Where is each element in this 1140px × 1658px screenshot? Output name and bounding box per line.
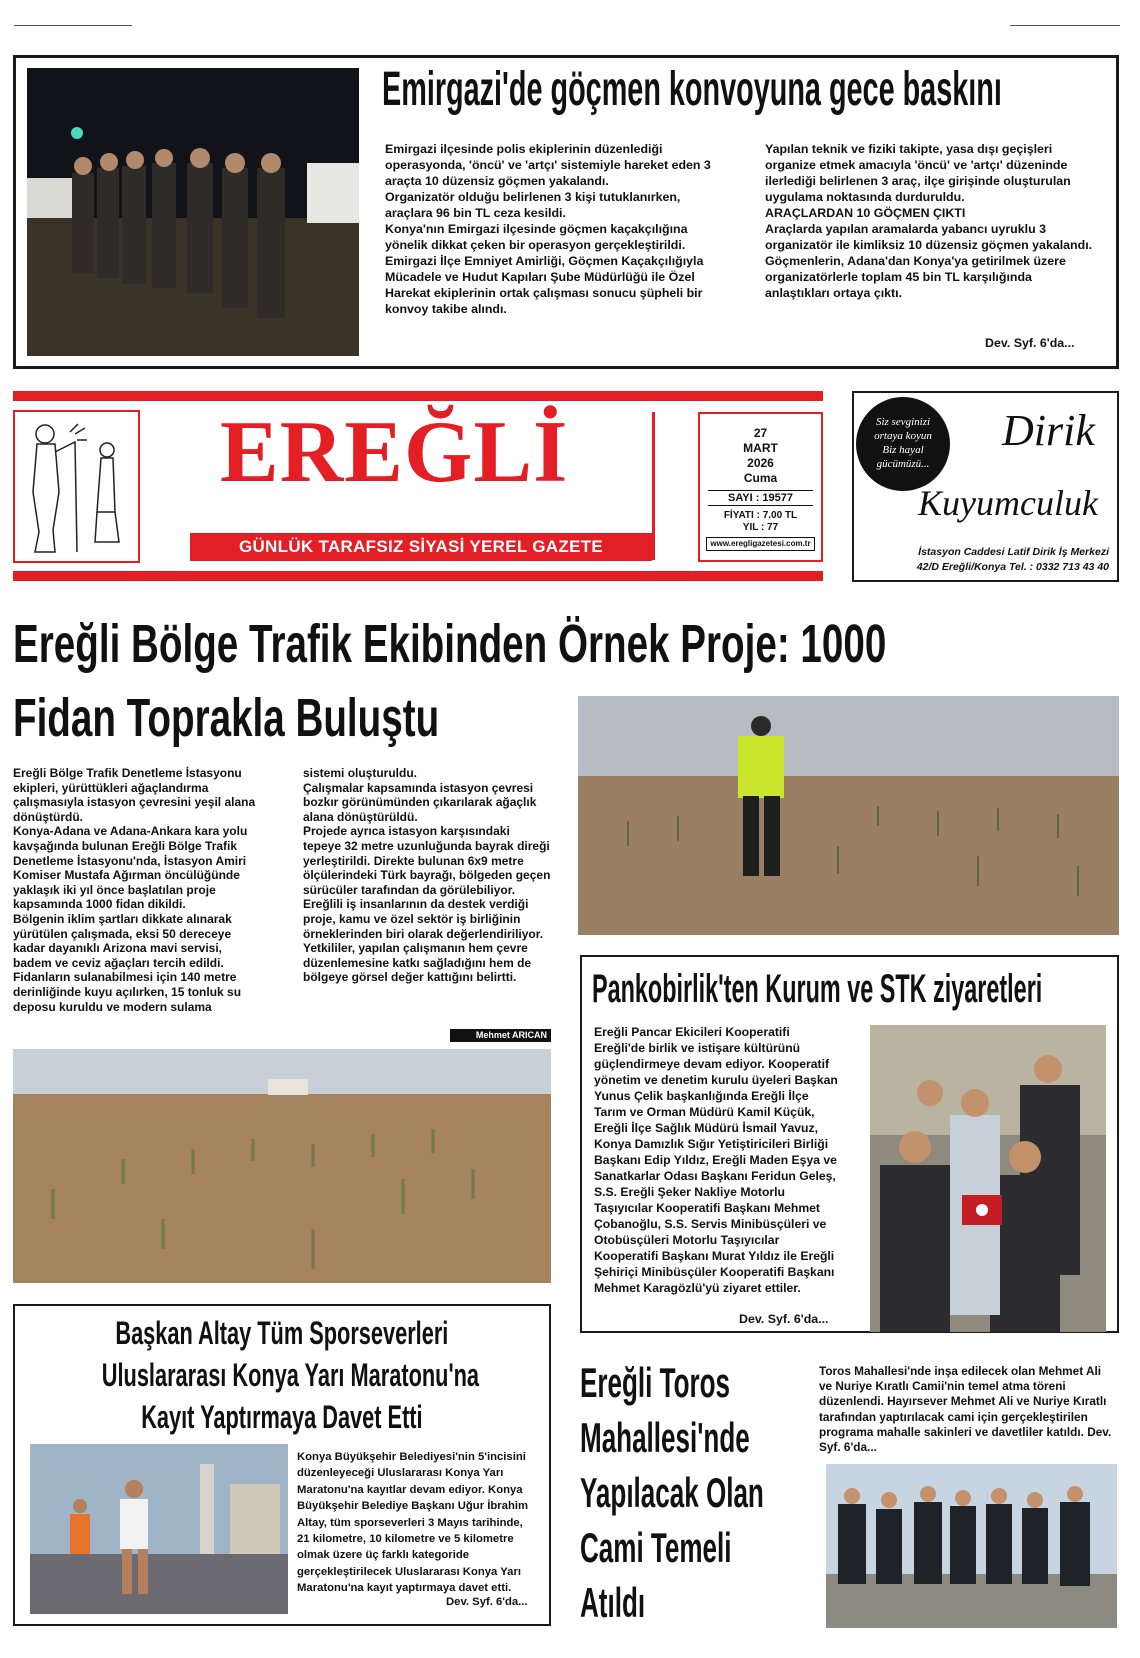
masthead-tagline: GÜNLÜK TARAFSIZ SİYASİ YEREL GAZETE [238, 537, 604, 556]
top-story-column-2 [765, 141, 1097, 301]
paragraph: Projede ayrıca istasyon karşısındaki tepeye 32 metre uzunluğunda bayrak direği yerleştirildi. Direkte bulunan 6x9 metre ölçülerindeki Türk bayrağı, bölgeden geçen sürücüler tarafından da görülebiliyor. [303, 824, 551, 897]
masthead-emblem-frame [13, 410, 140, 563]
mosque-headline-line: Ereğli Toros [580, 1359, 731, 1406]
marathon-continued: Dev. Syf. 6'da... [446, 1596, 528, 1608]
mosque-headline-line: Atıldı [580, 1579, 646, 1626]
mosque-continued: Dev. Syf. 6'da... [819, 1424, 1112, 1455]
masthead-issue: SAYI : 19577 [708, 490, 813, 506]
masthead-bottom-bar [13, 571, 823, 581]
masthead-weekday: Cuma [743, 471, 778, 485]
ad-slogan-line: gücümüzü... [876, 458, 930, 470]
top-story-photo [27, 68, 359, 356]
ad-slogan-line: Biz hayal [882, 444, 924, 456]
paragraph: Bölgenin iklim şartları dikkate alınarak yürütülen çalışmada, eksi 50 dereceye kadar dayanıklı Arizona mavi servisi, badem ve ceviz ağaçları tercih edildi. Fidanların sulanabilmesi için 140 metre derinliğinde kuyu açılırken, 15 tonluk su deposu kuruldu ve modern sulama [13, 911, 242, 1014]
marathon-photo [30, 1444, 288, 1614]
paragraph: Çalışmalar kapsamında istasyon çevresi bozkır görünümünden çıkarılarak ağaçlık alana dönüştürüldü. [303, 780, 537, 824]
paragraph: Emirgazi ilçesinde polis ekiplerinin düzenlediği operasyonda, 'öncü' ve 'artçı' sistemiyle hareket eden 3 araçta 10 düzensiz göçmen yakalandı. [385, 142, 711, 188]
pankobirlik-photo [870, 1025, 1106, 1332]
main-story-column-1 [13, 766, 257, 1014]
masthead-volume: YIL : 77 [742, 522, 779, 533]
main-story-photo-saplings [13, 1049, 551, 1283]
paragraph: Araçlarda yapılan aramalarda yabancı uyruklu 3 organizatör ile kimliksiz 10 düzensiz göçmen yakalandı. Göçmenlerin, Adana'dan Konya'ya getirilmek üzere organizatörlerle toplam 45 bin TL karşılığında anlaştıkları ortaya çıktı. [765, 222, 1093, 300]
mosque-photo [826, 1464, 1117, 1628]
pankobirlik-continued: Dev. Syf. 6'da... [739, 1312, 829, 1326]
masthead-month: MART [743, 441, 778, 455]
paragraph: Emirgazi İlçe Emniyet Amirliği, Göçmen Kaçakçılığıyla Mücadele ve Hudut Kapıları Şube Müdürlüğü ile Özel Harekat ekiplerinin ortak çalışması sonucu şüpheli bir konvoy takibe alındı. [385, 254, 704, 316]
main-story-byline: Mehmet ARICAN [450, 1029, 551, 1042]
top-left-rule [14, 25, 132, 26]
paragraph: Konya'nın Emirgazi ilçesinde göçmen kaçakçılığına yönelik dikkat çeken bir operasyon gerçekleştirildi. [385, 222, 688, 252]
marathon-headline-line-2: Uluslararası Konya Yarı Maratonu'na [101, 1357, 480, 1393]
paragraph: Ereğli Bölge Trafik Denetleme İstasyonu ekipleri, yürüttükleri ağaçlandırma çalışmasıyla istasyon çevresini yeşil alana dönüştürdü. [13, 766, 256, 824]
marathon-headline [13, 1312, 551, 1438]
marathon-body: Konya Büyükşehir Belediyesi'nin 5'incisini düzenleyeceği Uluslararası Konya Yarı Maratonu'na kayıtlar devam ediyor. Konya Büyükşehir Belediye Başkanı Uğur İbrahim Altay, tüm sporseverleri 3 Mayıs tarihinde, 21 kilometre, 10 kilometre ve 5 kilometre olmak üzere üç farklı kategoride gerçekleştirilecek Uluslararası Konya Yarı Maratonu'na kayıt yaptırmaya davet etti. [297, 1451, 529, 1595]
subheading: ARAÇLARDAN 10 GÖÇMEN ÇIKTI [765, 206, 966, 220]
ad-slogan-line: Siz sevginizi [875, 416, 931, 428]
marathon-headline-line-3: Kayıt Yaptırmaya Davet Etti [141, 1399, 423, 1435]
paragraph: sistemi oluşturuldu. [303, 766, 418, 780]
ad-address-1: İstasyon Caddesi Latif Dirik İş Merkezi [918, 546, 1109, 558]
mosque-headline-line: Cami Temeli [580, 1524, 732, 1571]
mosque-body-text: Toros Mahallesi'nde inşa edilecek olan Mehmet Ali ve Nuriye Kıratlı Camii'nin temel atma töreni düzenlendi. Hayırsever Mehmet Ali ve Nuriye Kıratlı tarafından yaptırılacak cami için gerçekleştirilen programa mahalle sakinleri ve davetliler katıldı. [819, 1364, 1107, 1439]
paragraph: Ereğlili iş insanlarının da destek verdiği proje, kamu ve özel sektör iş birliğinin örneklerinden biri olarak değerlendiriliyor. [303, 897, 544, 941]
ad-address-2: 42/D Ereğli/Konya Tel. : 0332 713 43 40 [916, 561, 1109, 573]
masthead-day: 27 [753, 426, 768, 440]
paragraph: Yapılan teknik ve fiziki takipte, yasa dışı geçişleri organize etmek amacıyla 'öncü' ve 'artçı' düzeninde ilerlediği belirlenen 3 araç, ilçe girişinde oluşturulan uygulama noktasında durduruldu. [765, 142, 1071, 204]
masthead-title: EREĞLİ [220, 404, 569, 501]
main-story-headline-line-2: Fidan Toprakla Buluştu [13, 688, 440, 748]
ad-slogan-badge [856, 397, 950, 491]
paragraph: Konya-Adana ve Adana-Ankara kara yolu kavşağında bulunan Ereğli Bölge Trafik Denetleme İstasyonu'nda, İstasyon Amiri Komiser Mustafa Ağırman öncülüğünde yaklaşık iki yıl önce başlatılan proje kapsamında 1000 fidan dikildi. [13, 824, 248, 912]
mosque-body [819, 1364, 1113, 1455]
masthead-divider [652, 412, 655, 560]
top-story-column-1 [385, 141, 721, 317]
ivriz-relief-emblem [15, 412, 138, 561]
mosque-headline-line: Mahallesi'nde [580, 1414, 750, 1461]
paragraph: Yetkililer, yapılan çalışmanın hem çevre düzenlemesine katkı sağladığını hem de bölgeye görsel değer kattığını belirtti. [303, 941, 532, 985]
pankobirlik-body: Ereğli Pancar Ekicileri Kooperatifi Ereğli'de birlik ve istişare kültürünü güçlendirmeye devam ediyor. Kooperatif yönetim ve denetim kurulu üyeleri Başkan Yunus Çelik başkanlığında Ereğli İlçe Tarım ve Orman Müdürü Kamil Küçük, Ereğli İlçe Sağlık Müdürü İsmail Yavuz, Konya Damızlık Sığır Yetiştiricileri Birliği Başkanı Edip Yıldız, Ereğli Maden Eşya ve Sanatkarlar Odası Başkanı Feridun Geleş, S.S. Ereğli Şeker Nakliye Motorlu Taşıyıcılar Kooperatifi Başkanı Mehmet Çobanoğlu, S.S. Servis Minibüsçüleri ve Otobüsçüleri Motorlu Taşıyıcılar Kooperatifi Başkanı Murat Yıldız ile Ereğli Şehiriçi Minibüsçüler Kooperatifi Başkanı Mehmet Karagözlü'yü ziyaret ettiler. [594, 1025, 838, 1295]
ad-slogan-line: ortaya koyun [874, 430, 932, 442]
paragraph: Organizatör olduğu belirlenen 3 kişi tutuklanırken, araçlara 96 bin TL ceza kesildi. [385, 190, 681, 220]
pankobirlik-headline: Pankobirlik'ten Kurum ve STK ziyaretleri [592, 967, 1043, 1011]
top-story-continued: Dev. Syf. 6'da... [985, 336, 1075, 350]
masthead-year: 2026 [747, 456, 774, 470]
masthead-top-bar [13, 391, 823, 401]
top-story-headline: Emirgazi'de göçmen konvoyuna gece baskını [382, 63, 1002, 116]
main-story-column-2 [303, 766, 551, 985]
masthead-info-box [698, 412, 823, 562]
top-right-rule [1010, 25, 1120, 26]
ad-brand-sub: Kuyumculuk [918, 483, 1098, 523]
jeweler-ad [852, 391, 1119, 582]
marathon-headline-line-1: Başkan Altay Tüm Sporseverleri [115, 1315, 449, 1351]
masthead-price: FİYATI : 7.00 TL [723, 510, 798, 521]
main-story-headline-line-1: Ereğli Bölge Trafik Ekibinden Örnek Proje: 1000 [13, 614, 887, 674]
mosque-headline-line: Yapılacak Olan [580, 1469, 764, 1516]
masthead-website[interactable]: www.eregligazetesi.com.tr [706, 537, 815, 551]
main-story-photo-officer [578, 696, 1119, 935]
ad-brand: Dirik [1002, 406, 1095, 455]
